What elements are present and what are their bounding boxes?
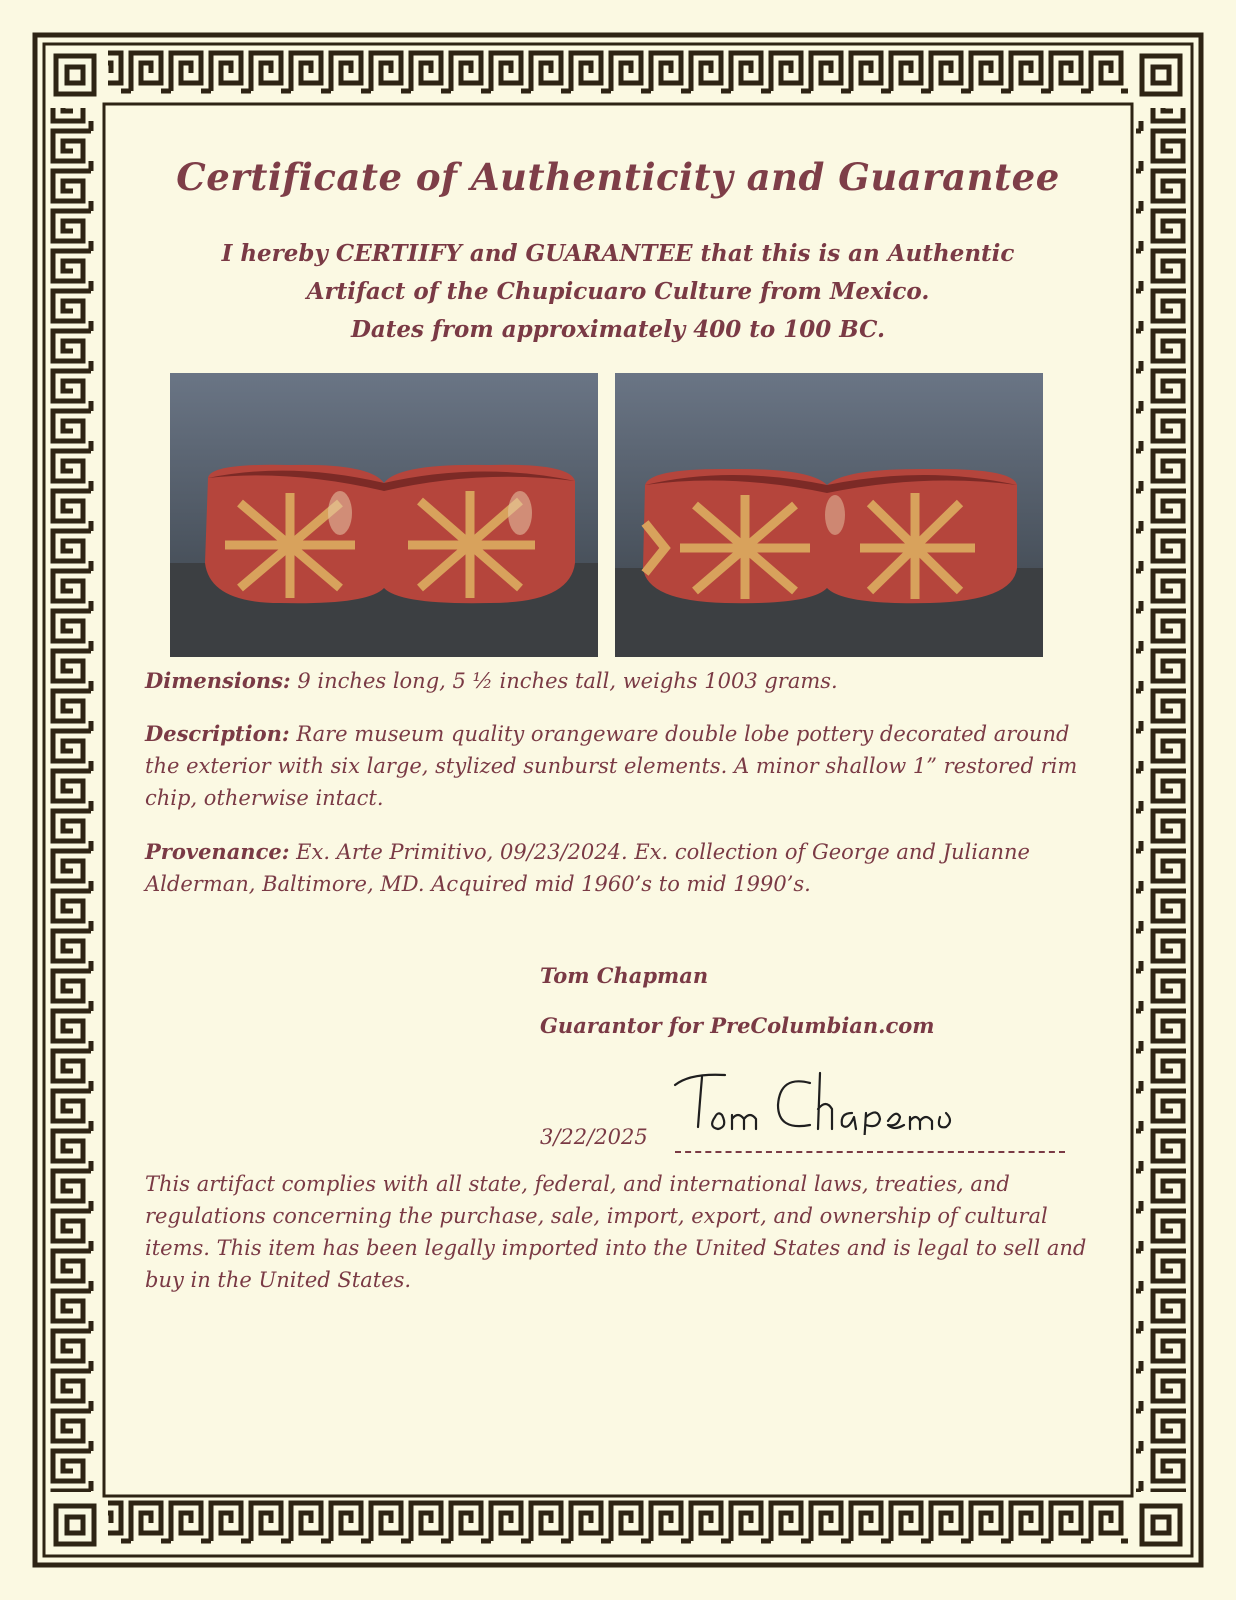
provenance-text: Ex. Arte Primitivo, 09/23/2024. Ex. collection of George and Julianne Alderman, Baltimore, MD. Acquired mid 1960’s to mid 1990’s. — [145, 840, 1030, 896]
legal-compliance-text: This artifact complies with all state, federal, and international laws, treaties, and regulations concerning the purchase, sale, import, export, and ownership of cultural items. This item has been legally imported into the United States and is legal to sell and buy in the United States. — [145, 1172, 1087, 1292]
guarantor-name: Tom Chapman — [540, 963, 709, 988]
guarantor-title: Guarantor for PreColumbian.com — [540, 1013, 935, 1038]
description-label: Description: — [145, 721, 290, 746]
intro-line: Dates from approximately 400 to 100 BC. — [350, 316, 886, 343]
dimensions-paragraph — [145, 665, 1105, 697]
description-text: Rare museum quality orangeware double lobe pottery decorated around the exterior with six large, stylized sunburst elements. A minor shallow 1” restored rim chip, otherwise intact. — [145, 722, 1078, 810]
provenance-paragraph — [145, 836, 1105, 900]
certification-statement — [110, 235, 1126, 349]
intro-line: I hereby CERTIIFY and GUARANTEE that this is an Authentic — [221, 240, 1015, 267]
handwritten-signature — [670, 1065, 960, 1135]
description-paragraph — [145, 718, 1105, 814]
dimensions-label: Dimensions: — [145, 668, 291, 693]
certificate-title: Certificate of Authenticity and Guarantee — [176, 155, 1060, 199]
provenance-label: Provenance: — [145, 839, 290, 864]
dimensions-text: 9 inches long, 5 ½ inches tall, weighs 1003 grams. — [297, 669, 838, 693]
artifact-photo-left — [170, 373, 598, 657]
intro-line: Artifact of the Chupicuaro Culture from Mexico. — [306, 278, 930, 305]
artifact-photo-right — [615, 373, 1043, 657]
certificate-body — [110, 110, 1126, 1490]
signature-date: 3/22/2025 — [540, 1125, 648, 1149]
signature-underline — [675, 1151, 1065, 1153]
